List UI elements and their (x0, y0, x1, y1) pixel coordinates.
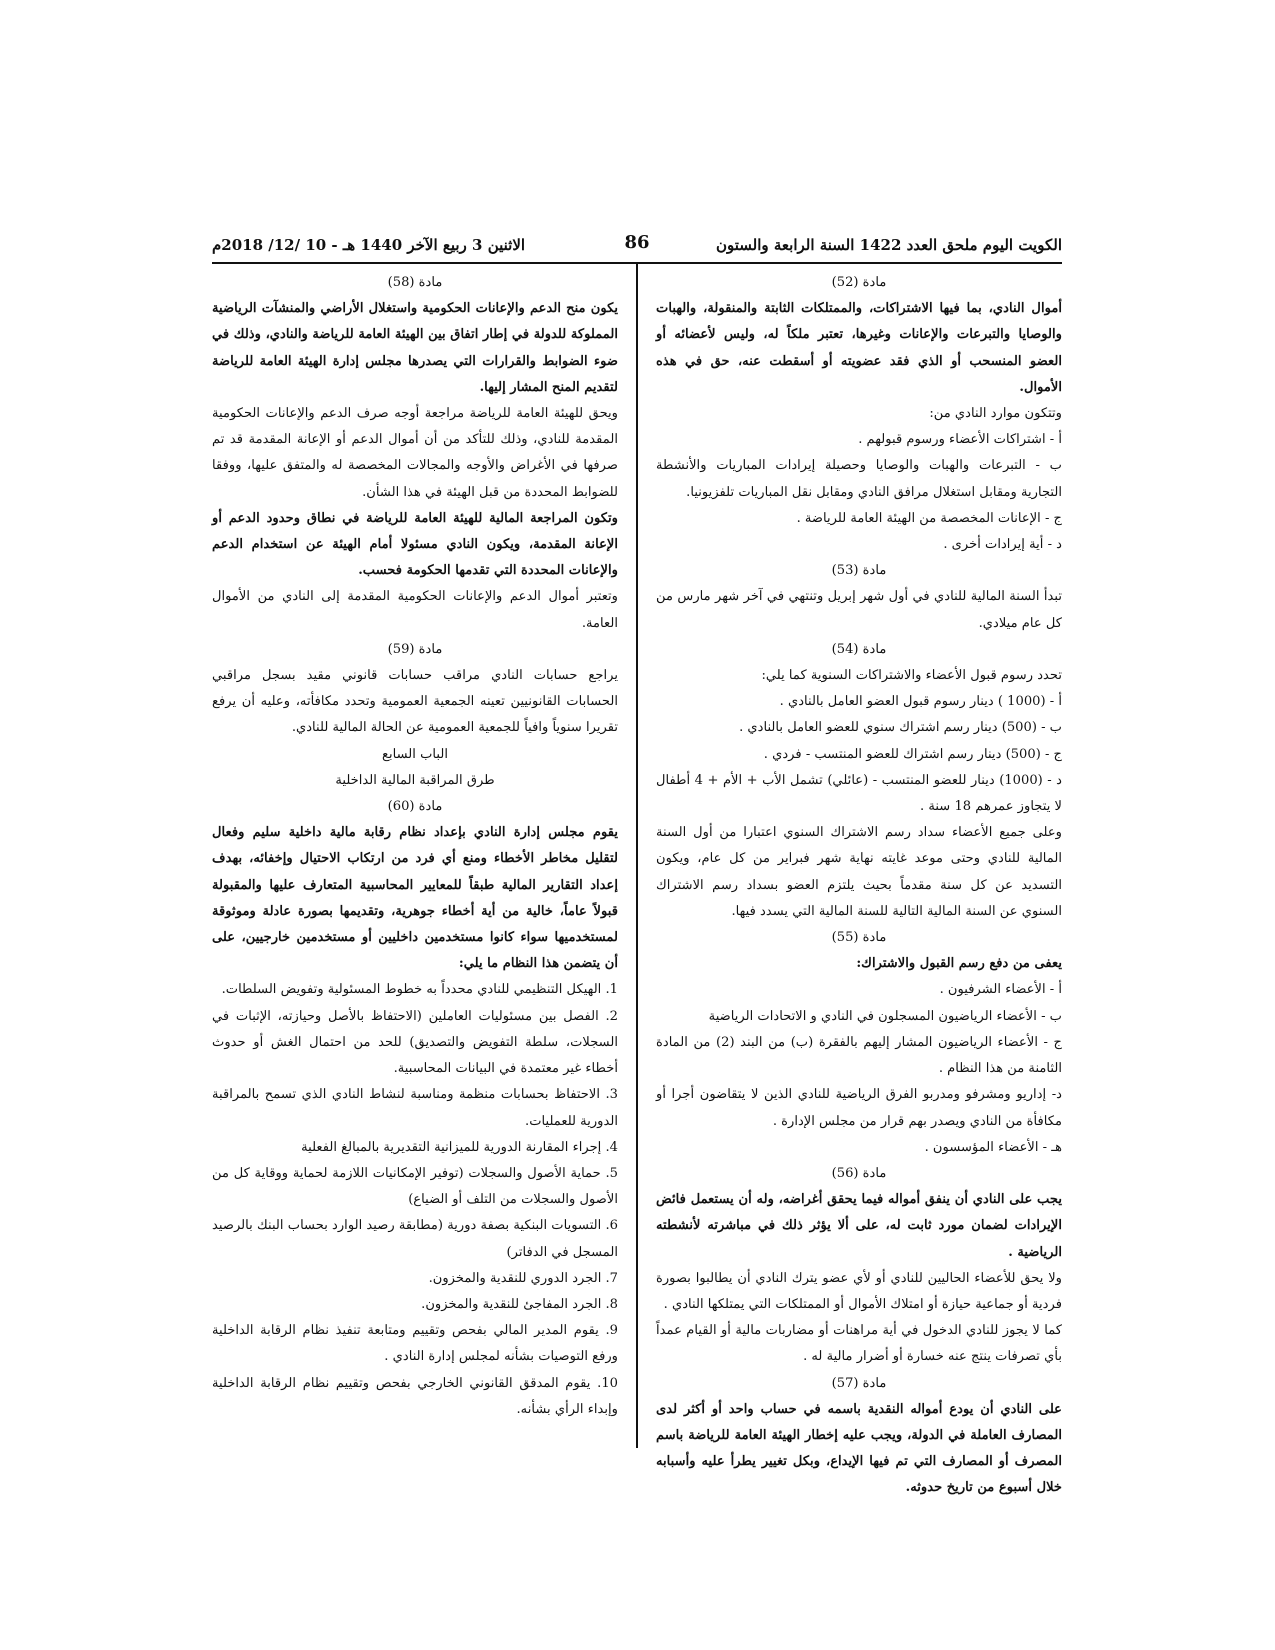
paragraph: ج - الإعانات المخصصة من الهيئة العامة للرياضة . (796, 510, 1062, 526)
paragraph: 10. يقوم المدقق القانوني الخارجي بفحص وتقييم نظام الرقابة الداخلية وإبداء الرأي بشأنه. (212, 1375, 618, 1417)
paragraph: أ - الأعضاء الشرفيون . (939, 982, 1062, 998)
paragraph: ويحق للهيئة العامة للرياضة مراجعة أوجه صرف الدعم والإعانات الحكومية المقدمة للنادي، وذلك للتأكد من أن أموال الدعم أو الإعانة المقدمة قد تم صرفها في الأغراض والأوجه والمجالات المخصصة له والمتفق عليها، ووفقا للضوابط المحددة من قبل الهيئة في هذا الشأن. (212, 406, 618, 500)
paragraph: كما لا يجوز للنادي الدخول في أية مراهنات أو مضاربات مالية أو القيام عمداً بأي تصرفات ينتج عنه خسارة أو أضرار مالية له . (656, 1323, 1062, 1365)
paragraph: وتتكون موارد النادي من: (929, 406, 1062, 422)
header-publication: الكويت اليوم ملحق العدد 1422 السنة الرابعة والستون (716, 236, 1062, 254)
paragraph: يعفى من دفع رسم القبول والاشتراك: (856, 956, 1062, 972)
column-divider (636, 264, 638, 1448)
paragraph: ج - الأعضاء الرياضيون المشار إليهم بالفقرة (ب) من البند (2) من المادة الثامنة من هذا النظام . (656, 1034, 1062, 1077)
paragraph: 2. الفصل بين مسئوليات العاملين (الاحتفاظ بالأصل وحيازته، الإثبات في السجلات، سلطة التفويض والتصديق) للحد من احتمال الغش أو حدوث أخطاء غير معتمدة في البيانات المحاسبية. (212, 1008, 618, 1077)
right-column (656, 270, 1062, 1502)
left-column (212, 270, 618, 1423)
paragraph: ب - (500) دينار رسم اشتراك سنوي للعضو العامل بالنادي . (739, 720, 1062, 736)
paragraph: وتعتبر أموال الدعم والإعانات الحكومية المقدمة إلى النادي من الأموال العامة. (212, 589, 618, 631)
paragraph: وتكون المراجعة المالية للهيئة العامة للرياضة في نطاق وحدود الدعم أو الإعانة المقدمة، ويكون النادي مسئولا أمام الهيئة عن استخدام الدعم والإعانات المحددة التي تقدمها الحكومة فحسب. (212, 510, 618, 579)
paragraph: د - أية إيرادات أخرى . (943, 537, 1062, 553)
page-header (212, 232, 1062, 264)
paragraph: أ - اشتراكات الأعضاء ورسوم قبولهم . (858, 432, 1062, 448)
paragraph: تبدأ السنة المالية للنادي في أول شهر إبريل وتنتهي في آخر شهر مارس من كل عام ميلادي. (656, 589, 1062, 631)
paragraph: 7. الجرد الدوري للنقدية والمخزون. (428, 1270, 618, 1286)
article-heading: مادة (57) (831, 1375, 887, 1391)
paragraph: تحدد رسوم قبول الأعضاء والاشتراكات السنوية كما يلي: (761, 668, 1062, 684)
paragraph: يقوم مجلس إدارة النادي بإعداد نظام رقابة مالية داخلية سليم وفعال لتقليل مخاطر الأخطاء ومنع أي فرد من ارتكاب الاحتيال وإخفائه، بهدف إعداد التقارير المالية طبقاً للمعايير المحاسبية المتعارف عليها والمقبولة قبولاً عاماً، خالية من أية أخطاء جوهرية، وتقديمها بصورة عادلة وموثوقة لمستخدميها سواء كانوا مستخدمين داخليين أو مستخدمين خارجيين، على أن يتضمن هذا النظام ما يلي: (212, 825, 618, 972)
paragraph: ج - (500) دينار رسم اشتراك للعضو المنتسب - فردي . (763, 746, 1062, 762)
paragraph: وعلى جميع الأعضاء سداد رسم الاشتراك السنوي اعتبارا من أول السنة المالية للنادي وحتى موعد غايته نهاية شهر فبراير من كل عام، ويكون التسديد عن كل سنة مقدماً بحيث يلتزم العضو بسداد رسم الاشتراك السنوي عن السنة المالية التالية للسنة المالية التي يسدد فيها. (656, 825, 1062, 919)
article-heading: الباب السابع (382, 746, 448, 762)
article-heading: مادة (60) (387, 799, 443, 815)
paragraph: يجب على النادي أن ينفق أمواله فيما يحقق أغراضه، وله أن يستعمل فائض الإيرادات لضمان مورد ثابت له، على ألا يؤثر ذلك في مباشرته لأنشطته الرياضية . (656, 1192, 1062, 1260)
paragraph: هـ - الأعضاء المؤسسون . (924, 1139, 1062, 1155)
article-heading: طرق المراقبة المالية الداخلية (335, 772, 495, 788)
paragraph: يكون منح الدعم والإعانات الحكومية واستغلال الأراضي والمنشآت الرياضية المملوكة للدولة في إطار اتفاق بين الهيئة العامة للرياضة والنادي، وذلك في ضوء الضوابط والقرارات التي يصدرها مجلس إدارة الهيئة العامة للرياضة لتقديم المنح المشار إليها. (212, 301, 618, 395)
paragraph: أموال النادي، بما فيها الاشتراكات، والممتلكات الثابتة والمنقولة، والهبات والوصايا والتبرعات والإعانات وغيرها، تعتبر ملكاً له، وليس لأعضائه أو العضو المنسحب أو الذي فقد عضويته أو أسقطت عنه، حق في هذه الأموال. (656, 301, 1062, 395)
article-heading: مادة (59) (387, 641, 443, 657)
paragraph: 5. حماية الأصول والسجلات (توفير الإمكانيات اللازمة لحماية ووقاية كل من الأصول والسجلات من التلف أو الضياع) (212, 1165, 618, 1208)
article-heading: مادة (55) (831, 930, 887, 946)
paragraph: على النادي أن يودع أمواله النقدية باسمه في حساب واحد أو أكثر لدى المصارف العاملة في الدولة، ويجب عليه إخطار الهيئة العامة للرياضة باسم المصرف أو المصارف التي تم فيها الإيداع، وبكل تغيير يطرأ عليه وأسبابه خلال أسبوع من تاريخ حدوثه. (656, 1401, 1062, 1496)
paragraph: 1. الهيكل التنظيمي للنادي محدداً به خطوط المسئولية وتفويض السلطات. (221, 982, 618, 998)
paragraph: يراجع حسابات النادي مراقب حسابات قانوني مقيد بسجل مراقبي الحسابات القانونيين تعينه الجمعية العمومية وتحدد مكافأته، وعليه أن يرفع تقريرا سنوياً وافياً للجمعية العمومية عن الحالة المالية للنادي. (212, 668, 618, 736)
paragraph: ب - التبرعات والهبات والوصايا وحصيلة إيرادات المباريات والأنشطة التجارية ومقابل استغلال مرافق النادي ومقابل نقل المباريات تلفزيونيا. (656, 458, 1062, 500)
paragraph: أ - (1000 ) دينار رسوم قبول العضو العامل بالنادي . (779, 694, 1062, 710)
document-page (212, 232, 1062, 1496)
paragraph: 8. الجرد المفاجئ للنقدية والمخزون. (421, 1296, 618, 1312)
paragraph: ولا يحق للأعضاء الحاليين للنادي أو لأي عضو يترك النادي أن يطالبوا بصورة فردية أو جماعية حيازة أو امتلاك الأموال أو الممتلكات التي يمتلكها النادي . (656, 1270, 1062, 1312)
paragraph: ب - الأعضاء الرياضيون المسجلون في النادي و الاتحادات الرياضية (708, 1008, 1062, 1024)
article-heading: مادة (52) (831, 275, 887, 290)
paragraph: 3. الاحتفاظ بحسابات منظمة ومناسبة لنشاط النادي الذي تسمح بالمراقبة الدورية للعمليات. (212, 1087, 618, 1129)
paragraph: 6. التسويات البنكية بصفة دورية (مطابقة رصيد الوارد بحساب البنك بالرصيد المسجل في الدفاتر) (212, 1218, 618, 1260)
article-heading: مادة (58) (387, 275, 443, 290)
paragraph: د- إداريو ومشرفو ومدربو الفرق الرياضية للنادي الذين لا يتقاضون أجرا أو مكافأة من النادي ويصدر بهم قرار من مجلس الإدارة . (656, 1087, 1062, 1129)
article-heading: مادة (53) (831, 563, 887, 579)
page-number: 86 (624, 232, 650, 253)
paragraph: 9. يقوم المدير المالي بفحص وتقييم ومتابعة تنفيذ نظام الرقابة الداخلية ورفع التوصيات بشأنه لمجلس إدارة النادي . (212, 1323, 618, 1365)
header-date: الاثنين 3 ربيع الآخر 1440 هـ - 10 /12/ 2018م (212, 236, 526, 254)
paragraph: 4. إجراء المقارنة الدورية للميزانية التقديرية بالمبالغ الفعلية (301, 1139, 618, 1155)
article-heading: مادة (54) (831, 641, 887, 657)
columns (212, 264, 1062, 1496)
paragraph: د - (1000) دينار للعضو المنتسب - (عائلي) تشمل الأب + الأم + 4 أطفال لا يتجاوز عمرهم 18 سنة . (656, 772, 1062, 815)
article-heading: مادة (56) (831, 1165, 887, 1181)
